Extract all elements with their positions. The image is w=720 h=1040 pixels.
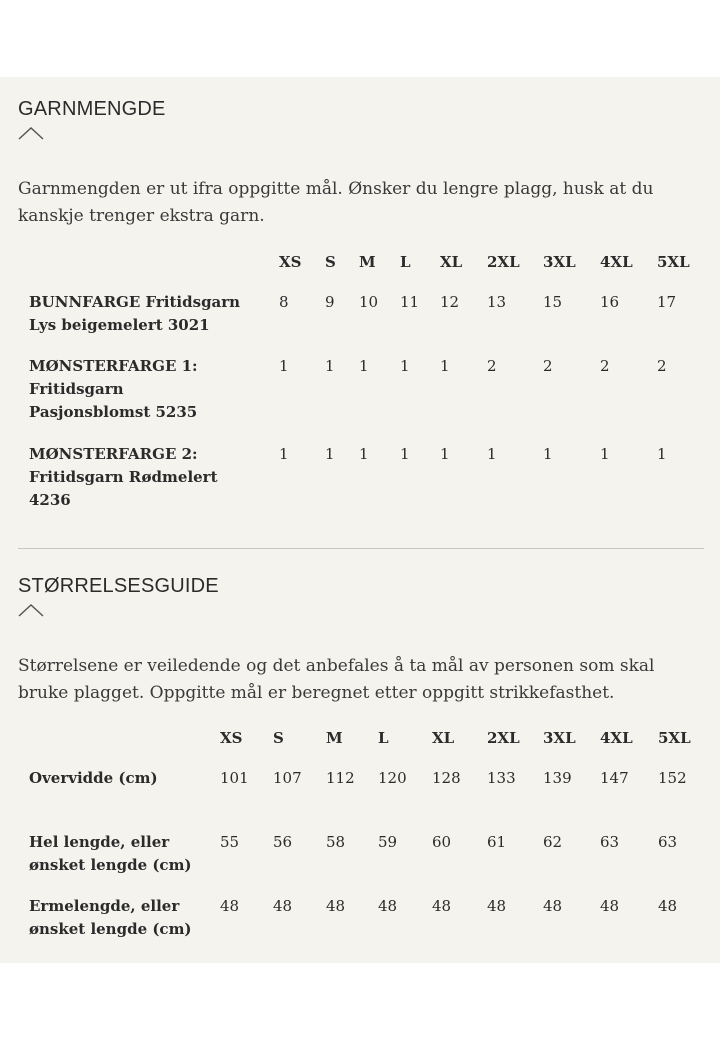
table-cell: 1 bbox=[543, 445, 553, 463]
table-cell: 120 bbox=[378, 769, 407, 787]
row-label bbox=[29, 767, 158, 790]
size-header-s: S bbox=[325, 253, 336, 271]
row-label-line: Ermelengde, eller bbox=[29, 897, 180, 915]
size-header-l: L bbox=[400, 253, 411, 271]
size-header-3xl: 3XL bbox=[543, 253, 576, 271]
table-cell: 59 bbox=[378, 833, 398, 851]
table-cell: 147 bbox=[600, 769, 629, 787]
table-cell: 48 bbox=[600, 897, 620, 915]
table-cell: 11 bbox=[400, 293, 420, 311]
table-cell: 17 bbox=[657, 293, 677, 311]
table-cell: 58 bbox=[326, 833, 346, 851]
yarn-heading[interactable]: GARNMENGDE bbox=[18, 98, 166, 120]
size-header-xs: XS bbox=[220, 729, 243, 747]
table-cell: 63 bbox=[658, 833, 678, 851]
table-cell: 2 bbox=[543, 357, 553, 375]
size-header-2xl: 2XL bbox=[487, 253, 520, 271]
table-cell: 48 bbox=[432, 897, 452, 915]
table-cell: 2 bbox=[487, 357, 497, 375]
table-cell: 9 bbox=[325, 293, 335, 311]
table-cell: 112 bbox=[326, 769, 355, 787]
table-cell: 1 bbox=[325, 445, 335, 463]
table-cell: 13 bbox=[487, 293, 507, 311]
row-label-line: 4236 bbox=[29, 491, 71, 509]
row-label bbox=[29, 443, 218, 512]
row-label bbox=[29, 355, 198, 424]
row-label-line: Fritidsgarn bbox=[29, 380, 124, 398]
section-divider bbox=[18, 548, 704, 549]
table-cell: 48 bbox=[543, 897, 563, 915]
table-cell: 1 bbox=[359, 445, 369, 463]
size-guide-heading[interactable]: STØRRELSESGUIDE bbox=[18, 575, 219, 597]
table-cell: 48 bbox=[658, 897, 678, 915]
row-label bbox=[29, 291, 240, 337]
yarn-intro: Garnmengden er ut ifra oppgitte mål. Ønsker du lengre plagg, husk at du kanskje trenger ekstra garn. bbox=[18, 179, 654, 226]
row-label-line: ønsket lengde (cm) bbox=[29, 920, 192, 938]
chevron-up-icon[interactable] bbox=[18, 603, 44, 617]
table-cell: 139 bbox=[543, 769, 572, 787]
table-cell: 1 bbox=[600, 445, 610, 463]
size-header-m: M bbox=[326, 729, 343, 747]
table-cell: 133 bbox=[487, 769, 516, 787]
size-header-4xl: 4XL bbox=[600, 729, 633, 747]
size-header-m: M bbox=[359, 253, 376, 271]
size-guide-intro: Størrelsene er veiledende og det anbefales å ta mål av personen som skal bruke plagget. Oppgitte mål er beregnet etter oppgitt strikkefasthet. bbox=[18, 656, 655, 703]
table-cell: 2 bbox=[657, 357, 667, 375]
row-label-line: Lys beigemelert 3021 bbox=[29, 316, 210, 334]
size-header-5xl: 5XL bbox=[658, 729, 691, 747]
table-cell: 8 bbox=[279, 293, 289, 311]
size-header-xl: XL bbox=[432, 729, 455, 747]
table-cell: 1 bbox=[657, 445, 667, 463]
size-header-xl: XL bbox=[440, 253, 463, 271]
row-label bbox=[29, 831, 192, 877]
table-cell: 60 bbox=[432, 833, 452, 851]
table-cell: 1 bbox=[359, 357, 369, 375]
table-cell: 10 bbox=[359, 293, 379, 311]
size-header-2xl: 2XL bbox=[487, 729, 520, 747]
size-header-3xl: 3XL bbox=[543, 729, 576, 747]
size-header-5xl: 5XL bbox=[657, 253, 690, 271]
table-cell: 1 bbox=[279, 357, 289, 375]
row-label-line: BUNNFARGE Fritidsgarn bbox=[29, 293, 241, 311]
row-label-line: Overvidde (cm) bbox=[29, 769, 158, 787]
table-cell: 128 bbox=[432, 769, 461, 787]
table-cell: 16 bbox=[600, 293, 620, 311]
row-label-line: MØNSTERFARGE 1: bbox=[29, 357, 198, 375]
table-cell: 48 bbox=[487, 897, 507, 915]
size-header-l: L bbox=[378, 729, 389, 747]
row-label-line: MØNSTERFARGE 2: bbox=[29, 445, 198, 463]
table-cell: 48 bbox=[378, 897, 398, 915]
table-cell: 1 bbox=[325, 357, 335, 375]
size-header-4xl: 4XL bbox=[600, 253, 633, 271]
table-cell: 62 bbox=[543, 833, 563, 851]
size-header-s: S bbox=[273, 729, 284, 747]
row-label-line: Pasjonsblomst 5235 bbox=[29, 403, 198, 421]
table-cell: 152 bbox=[658, 769, 687, 787]
table-cell: 55 bbox=[220, 833, 240, 851]
table-cell: 48 bbox=[273, 897, 293, 915]
table-cell: 1 bbox=[400, 357, 410, 375]
row-label-line: ønsket lengde (cm) bbox=[29, 856, 192, 874]
table-cell: 61 bbox=[487, 833, 507, 851]
chevron-up-icon[interactable] bbox=[18, 126, 44, 140]
table-cell: 107 bbox=[273, 769, 302, 787]
row-label-line: Hel lengde, eller bbox=[29, 833, 170, 851]
table-cell: 48 bbox=[220, 897, 240, 915]
size-header-xs: XS bbox=[279, 253, 302, 271]
table-cell: 1 bbox=[440, 357, 450, 375]
table-cell: 63 bbox=[600, 833, 620, 851]
row-label-line: Fritidsgarn Rødmelert bbox=[29, 468, 218, 486]
table-cell: 48 bbox=[326, 897, 346, 915]
table-cell: 2 bbox=[600, 357, 610, 375]
table-cell: 1 bbox=[440, 445, 450, 463]
table-cell: 1 bbox=[279, 445, 289, 463]
table-cell: 1 bbox=[487, 445, 497, 463]
table-cell: 1 bbox=[400, 445, 410, 463]
table-cell: 12 bbox=[440, 293, 460, 311]
table-cell: 15 bbox=[543, 293, 563, 311]
table-cell: 56 bbox=[273, 833, 293, 851]
table-cell: 101 bbox=[220, 769, 249, 787]
row-label bbox=[29, 895, 192, 941]
